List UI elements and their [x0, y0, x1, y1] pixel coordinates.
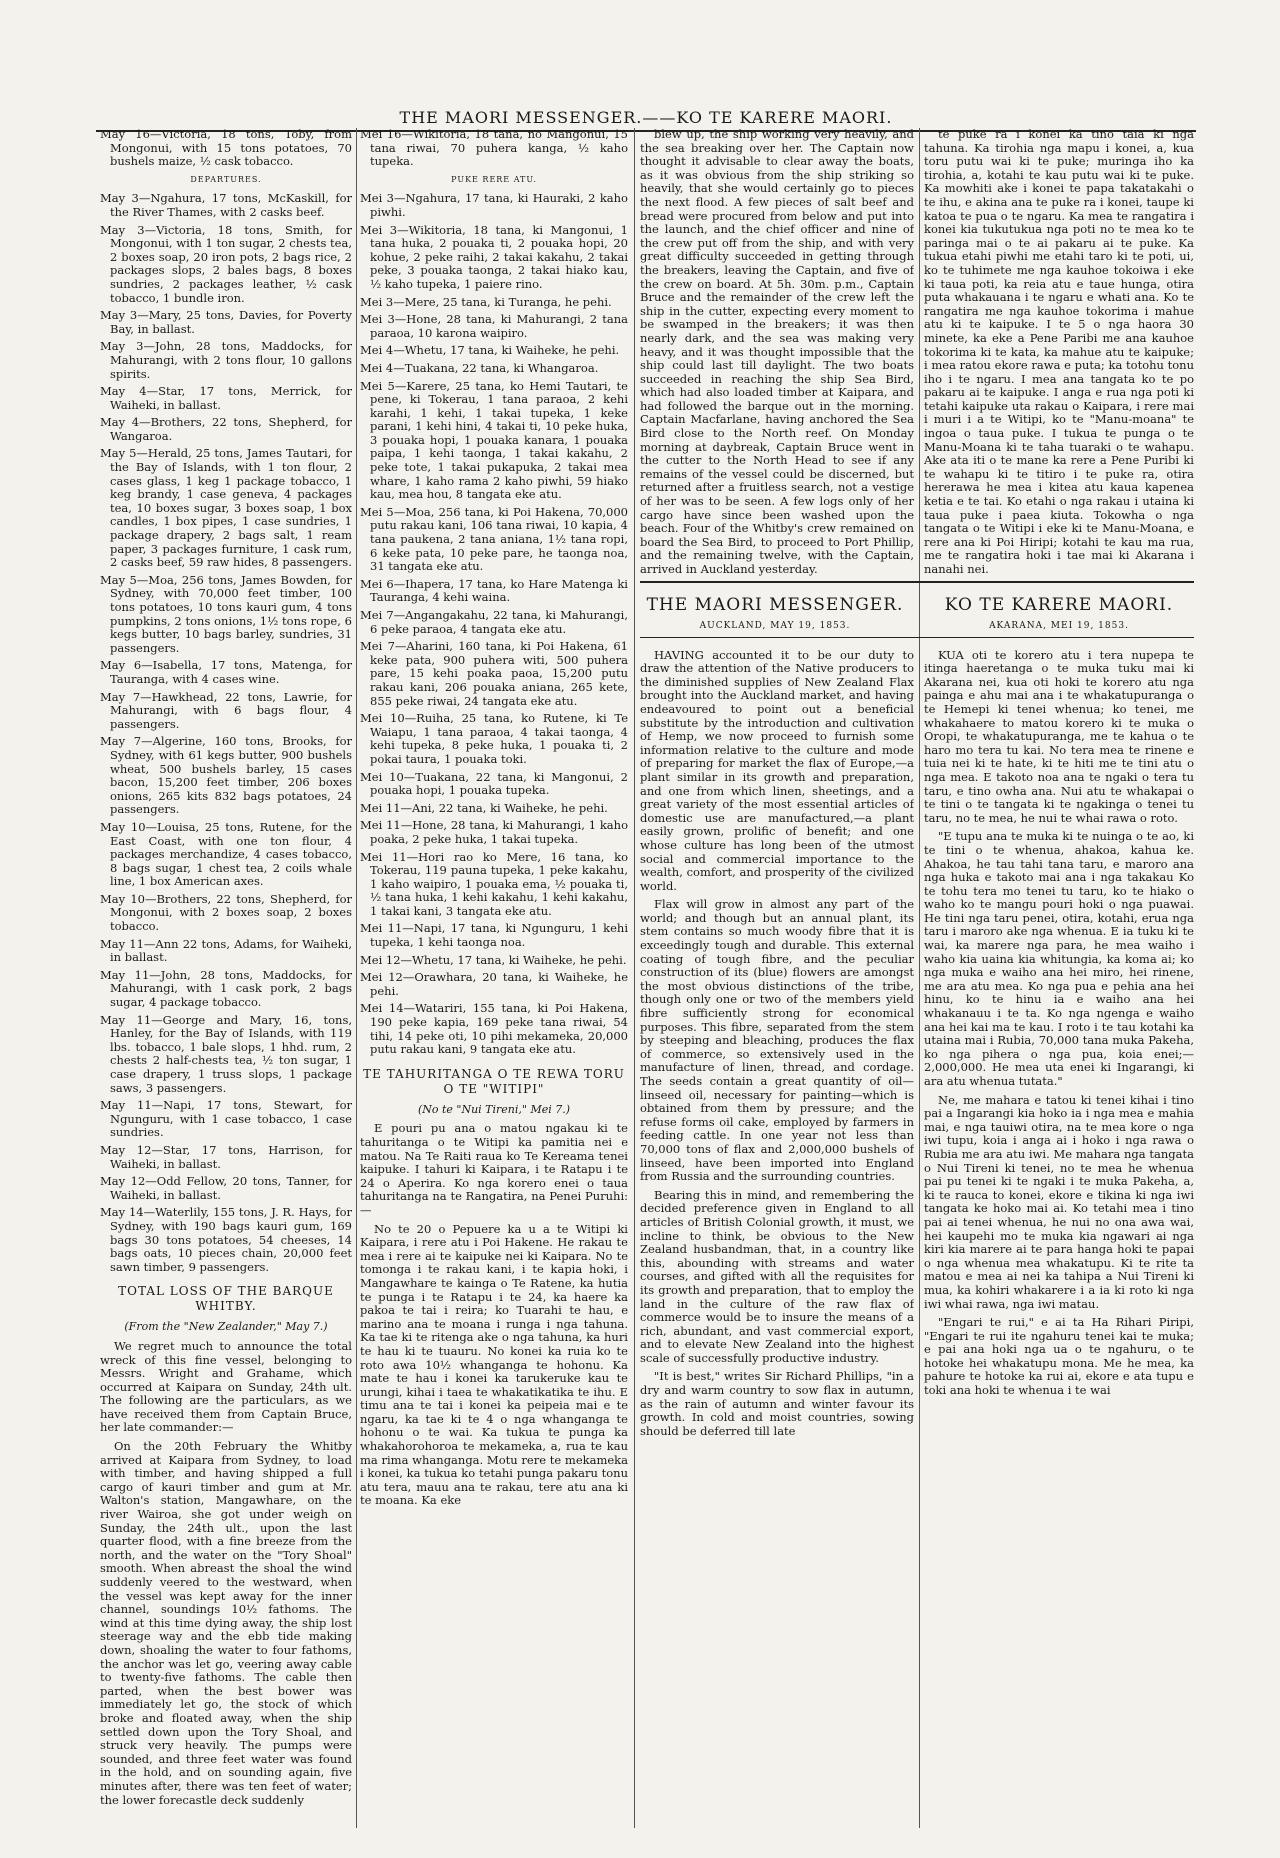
departure-entry: Mei 10—Ruiha, 25 tana, ko Rutene, ki Te Waiapu, 1 tana paraoa, 4 takai taonga, 4 kehi tupeka, 8 peke huka, 1 pouaka ti, 2 pokai taura, 1 pouaka toki. — [360, 711, 628, 766]
departure-entry: Mei 3—Hone, 28 tana, ki Mahurangi, 2 tana paraoa, 10 karona waipiro. — [360, 312, 628, 340]
paragraph: "It is best," writes Sir Richard Phillips, "in a dry and warm country to sow flax in autumn, as the rain of autumn and winter favour its growth. In cold and moist countries, sowing should be deferred till late — [640, 1369, 914, 1438]
editorial-body — [640, 649, 914, 1439]
departure-entry: Mei 4—Whetu, 17 tana, ki Waiheke, he pehi. — [360, 343, 620, 358]
maori-masthead-date: AKARANA, MEI 19, 1853. — [989, 620, 1129, 631]
paragraph: Flax will grow in almost any part of the world; and though but an annual plant, its stem contains so much woody fibre that it is exceedingly tough and durable. This external coating of tough fibre, and the peculiar construction of its (blue) flowers are amongst the most obvious distinctions of the tribe, though only one or two of the members yield fibre sufficiently strong for economical purposes. This fibre, separated from the stem by steeping and bleaching, produces the flax of commerce, so extensively used in the manufacture of linen, thread, and cordage. The seeds contain a great quantity of oil—linseed oil, necessary for painting—which is obtained from them by pressure; and the refuse forms oil cake, employed by farmers in feeding cattle. In one year not less than 70,000 tons of flax and 2,000,000 bushels of linseed, have been imported into England from Russia and the surrounding countries. — [640, 897, 914, 1184]
column-2-maori-shipping — [360, 128, 628, 1828]
departure-entry: Mei 10—Tuakana, 22 tana, ki Mangonui, 2 pouaka hopi, 1 pouaka tupeka. — [360, 769, 628, 798]
departures-list — [360, 192, 628, 1056]
departure-entry: May 3—Mary, 25 tons, Davies, for Poverty Bay, in ballast. — [100, 308, 352, 336]
maori-masthead — [924, 583, 1194, 631]
paragraph: HAVING accounted it to be our duty to draw the attention of the Native producers to the diminished supplies of New Zealand Flax brought into the Auckland market, and having endeavoured to point out a beneficial substitute by the introduction and cultivation of Hemp, we now proceed to furnish some information relative to the culture and mode of preparing for market the flax of Europe,—a plant similar in its growth and preparation, and one from which linen, sheetings, and a great variety of the most essential articles of domestic use are manufactured,—a plant easily grown, prolific of benefit; and one whose culture has long been of the utmost social and commercial importance to the wealth, comfort, and prosperity of the civilized world. — [640, 647, 914, 893]
paragraph: blew up, the ship working very heavily, and the sea breaking over her. The Captain now thought it advisable to clear away the boats, as it was obvious from the ship striking so heavily, that she would certainly go to pieces the next flood. A few pieces of salt beef and bread were procured from below and put into the launch, and the chief officer and nine of the crew put off from the ship, and with very great difficulty succeeded in getting through the breakers, leaving the Captain, and five of the crew on board. At 5h. 30m. p.m., Captain Bruce and the remainder of the crew left the ship in the cutter, expecting every moment to be swamped in the breakers; it was then nearly dark, and the sea was making very heavy, and it was thought impossible that the ship could last till daylight. The two boats succeeded in reaching the ship Sea Bird, which had also loaded timber at Kaipara, and had followed the barque out in the morning. Captain Macfarlane, having anchored the Sea Bird close to the North reef. On Monday morning at daybreak, Captain Bruce went in the cutter to the North Head to see if any remains of the vessel could be discerned, but returned after a fruitless search, not a vestige of her was to be seen. A few logs only of her cargo have since been washed upon the beach. Four of the Whitby's crew remained on board the Sea Bird, to proceed to Port Phillip, and the remaining twelve, with the Captain, arrived in Auckland yesterday. — [640, 128, 914, 576]
article-source: (From the "New Zealander," May 7.) — [124, 1320, 328, 1334]
departure-entry: Mei 3—Mere, 25 tana, ki Turanga, he pehi. — [360, 294, 612, 309]
departure-entry: Mei 7—Angangakahu, 22 tana, ki Mahurangi, 6 peke paraoa, 4 tangata eke atu. — [360, 608, 628, 636]
article-body — [100, 1340, 352, 1807]
column-rule-3 — [919, 128, 920, 1828]
departure-entry: May 4—Star, 17 tons, Merrick, for Waiheki, in ballast. — [100, 384, 352, 412]
article-continuation — [924, 128, 1194, 577]
paragraph: No te 20 o Pepuere ka u a te Witipi ki Kaipara, i rere atu i Poi Hakene. He rakau te mea i rere ai te kaipuke nei ki Kaipara. No te tomonga i te rakau kani, i te kapia hoki, i Mangawhare te kainga o Te Ratene, ka hutia te punga i te Ratapu i te 24, ka haere ka pakoa te tai i reira; ko Tuarahi te hau, e marino ana te moana i runga i nga tahuna. Ka tae ki te ritenga ake o nga tahuna, ka huri te hau ki te tuauru. No konei ka ruia ko te roto awa 10½ whanganga te hohonu. Ka mate te hau i konei ka tarukeruke kau te urungi, kihai i taea te whakatikatika te ihu. E timu ana te tai i konei ka peipeia mai e te ngaru, ka tae ki te 4 o nga whanganga te hohonu o te wai. Ka tukua te punga ka whakahorohoroa te mekameka, a, rua te kau ma rima whanganga. Motu rere te mekameka i konei, ka tukua ko tetahi punga pakaru tonu atu tera, mauu ana te rakau, tere atu ana ki te moana. Ka eke — [360, 1221, 628, 1508]
departure-entry: May 11—George and Mary, 16, tons, Hanley, for the Bay of Islands, with 119 lbs. tobacco, 1 bale slops, 1 hhd. rum, 2 chests 2 half-chests tea, ½ ton sugar, 1 case drapery, 1 truss slops, 1 package saws, 3 passengers. — [100, 1012, 352, 1095]
departure-entry: Mei 7—Aharini, 160 tana, ki Poi Hakena, 61 keke pata, 900 puhera witi, 500 puhera pare, 15 kehi poaka paoa, 15,200 putu rakau kani, 206 pouaka aniana, 265 kete, 855 peke riwai, 24 tangata eke atu. — [360, 639, 628, 708]
english-masthead-title: THE MAORI MESSENGER. — [646, 594, 904, 615]
article-title: TOTAL LOSS OF THE BARQUE WHITBY. — [118, 1284, 334, 1314]
departure-entry: May 3—Victoria, 18 tons, Smith, for Mongonui, with 1 ton sugar, 2 chests tea, 2 boxes soap, 20 iron pots, 2 bags rice, 2 packages slops, 2 bales bags, 8 boxes sundries, 2 packages leather, ½ cask tobacco, 1 bundle iron. — [100, 222, 352, 305]
departure-entry: May 7—Hawkhead, 22 tons, Lawrie, for Mahurangi, with 6 bags flour, 4 passengers. — [100, 689, 352, 731]
departure-entry: May 3—Ngahura, 17 tons, McKaskill, for the River Thames, with 2 casks beef. — [100, 191, 352, 219]
column-rule-2 — [634, 128, 635, 1828]
arrival-entry: May 16—Victoria, 18 tons, Toby, from Mongonui, with 15 tons potatoes, 70 bushels maize, ½ cask tobacco. — [100, 128, 352, 169]
article-continuation — [640, 128, 914, 577]
departure-entry: Mei 5—Karere, 25 tana, ko Hemi Tautari, te pene, ki Tokerau, 1 tana paraoa, 2 kehi karahi, 1 kehi, 1 takai tupeka, 1 keke parani, 1 kehi hini, 4 takai ti, 10 peke huka, 3 pouaka hopi, 1 pouaka kanara, 1 pouaka paipa, 1 kehi taonga, 1 takai kakahu, 2 peke tote, 1 takai pukapuka, 2 takai mea whare, 1 kaho rama 2 kaho piwhi, 59 hiako kau, mea hou, 8 tangata eke atu. — [360, 378, 628, 502]
article-body — [360, 1122, 628, 1508]
departures-heading: PUKE RERE ATU. — [451, 174, 537, 184]
column-3-english-editorial — [640, 128, 914, 1828]
departure-entry: May 10—Brothers, 22 tons, Shepherd, for Mongonui, with 2 boxes soap, 2 boxes tobacco. — [100, 891, 352, 934]
column-rule-1 — [356, 128, 357, 1828]
departure-entry: May 5—Herald, 25 tons, James Tautari, for the Bay of Islands, with 1 ton flour, 2 cases glass, 1 keg 1 package tobacco, 1 keg brandy, 1 case geneva, 4 packages tea, 10 boxes sugar, 3 boxes soap, 1 box candles, 1 box pipes, 1 case sundries, 1 package drapery, 2 bags salt, 1 ream paper, 3 packages furniture, 1 cask rum, 2 casks beef, 59 raw hides, 8 passengers. — [100, 446, 352, 570]
article-source: (No te "Nui Tireni," Mei 7.) — [417, 1102, 571, 1116]
paragraph: On the 20th February the Whitby arrived at Kaipara from Sydney, to load with timber, and having shipped a full cargo of kauri timber and gum at Mr. Walton's station, Mangawhare, on the river Wairoa, she got under weigh on Sunday, the 24th ult., upon the last quarter flood, with a fine breeze from the north, and the water on the "Tory Shoal" smooth. When abreast the shoal the wind suddenly veered to the westward, when the vessel was kept away for the inner channel, soundings 10½ fathoms. The wind at this time dying away, the ship lost steerage way and the ebb tide making down, shoaling the water to four fathoms, the anchor was let go, veering away cable to twenty-five fathoms. The cable then parted, when the best bower was immediately let go, the stock of which broke and floated away, when the ship settled down upon the Tory Shoal, and struck very heavily. The pumps were sounded, and three feet water was found in the hold, and on sounding again, five minutes after, there was ten feet of water; the lower forecastle deck suddenly — [100, 1439, 352, 1807]
departure-entry: May 11—John, 28 tons, Maddocks, for Mahurangi, with 1 cask pork, 2 bags sugar, 4 package tobacco. — [100, 967, 352, 1010]
paragraph: "E tupu ana te muka ki te nuinga o te ao, ki te tini o te whenua, ahakoa, kahua ke. Ahakoa, he tau tahi tana taru, e maroro ana nga huka e takoto mai ana i nga takakau Ko te tohu tera mo tenei tu taru, ko te hiako o waho ko te mangu pouri hoki o nga puawai. He tini nga taru penei, otira, kotahi, erua nga taru i maroro ake nga whenua. E ia tuku ki te wai, ka marere nga para, he mea waiho i waho kia uaina kia whitungia, ka koma ai; ko nga muka e waiho ana hei miro, hei rinene, me ara atu mea. Ko nga pua e pehia ana hei hinu, ko te hinu ia e waiho ana hei whakanauu i te ta. Ko nga ngenga e waiho ana hei kai ma te kau. I roto i te tau kotahi ka utaina mai i Rubia, 70,000 tana muka Pakeha, ko nga pihera o nga pua, koia enei;—2,000,000. He mea uta enei ki Ingarangi, ki ara atu whenua tutata." — [924, 829, 1194, 1088]
departure-entry: May 14—Waterlily, 155 tons, J. R. Hays, for Sydney, with 190 bags kauri gum, 169 bags 30 tons potatoes, 54 cheeses, 14 bags oats, 10 pieces chain, 20,000 feet sawn timber, 9 passengers. — [100, 1205, 352, 1274]
english-masthead-date: AUCKLAND, MAY 19, 1853. — [699, 620, 851, 631]
departure-entry: May 5—Moa, 256 tons, James Bowden, for Sydney, with 70,000 feet timber, 100 tons potatoes, 10 tons kauri gum, 4 tons pumpkins, 2 tons onions, 1½ tons rope, 6 kegs butter, 10 bags barley, sundries, 31 passengers. — [100, 572, 352, 655]
departure-entry: Mei 5—Moa, 256 tana, ki Poi Hakena, 70,000 putu rakau kani, 106 tana riwai, 10 kapia, 4 tana paukena, 2 tana aniana, 1½ tana ropi, 6 keke pata, 10 peke pare, he taonga noa, 31 tangata eke atu. — [360, 504, 628, 574]
article-title: TE TAHURITANGA O TE REWA TORU O TE "WITIPI" — [363, 1066, 625, 1096]
english-masthead — [640, 583, 910, 631]
departure-entry: May 12—Star, 17 tons, Harrison, for Waiheki, in ballast. — [100, 1142, 352, 1171]
departure-entry: Mei 14—Watariri, 155 tana, ki Poi Hakena, 190 peke kapia, 169 peke tana riwai, 54 tihi, 14 peke oti, 10 pihi mekameka, 20,000 putu rakau kani, 9 tangata eke atu. — [360, 1001, 628, 1057]
departure-entry: May 10—Louisa, 25 tons, Rutene, for the East Coast, with one ton flour, 4 packages merchandize, 4 cases tobacco, 8 bags sugar, 1 chest tea, 2 coils whale line, 1 box American axes. — [100, 819, 352, 889]
paragraph: Bearing this in mind, and remembering the decided preference given in England to all articles of British Colonial growth, it must, we incline to think, be obvious to the New Zealand husbandman, that, in a country like this, abounding with streams and water courses, and gifted with all the requisites for its growth and preparation, that to employ the land in the culture of the raw flax of commerce would be to insure the means of a rich, abundant, and vast commercial export, and to elevate New Zealand into the highest scale of successfully productive industry. — [640, 1187, 914, 1365]
arrival-entry: Mei 16—Wikitoria, 18 tana, no Mangonui, 15 tana riwai, 70 puhera kanga, ½ kaho tupeka. — [360, 128, 628, 169]
editorial-masthead-row — [640, 581, 1194, 638]
departure-entry: Mei 3—Wikitoria, 18 tana, ki Mangonui, 1 tana huka, 2 pouaka ti, 2 pouaka hopi, 20 kohue, 2 peke raihi, 2 takai kakahu, 2 takai peke, 3 pouaka taonga, 2 takai hiako kau, ½ kaho tupeka, 1 paiere rino. — [360, 222, 628, 291]
departure-entry: May 3—John, 28 tons, Maddocks, for Mahurangi, with 2 tons flour, 10 gallons spirits. — [100, 339, 352, 381]
column-1-english-shipping — [100, 128, 352, 1828]
departure-entry: Mei 11—Hone, 28 tana, ki Mahurangi, 1 kaho poaka, 2 peke huka, 1 takai tupeka. — [360, 818, 628, 846]
paragraph: KUA oti te korero atu i tera nupepa te itinga haeretanga o te muka tuku mai ki Akarana nei, kua oti hoki te korero atu nga painga e ahu mai ana i te whakatupuranga o te Hemepi ki tenei whenua; ko tenei, me whakahaere to matou korero ki te muka o Oropi, te whakatupuranga, me te kahua o te haro mo tera tu kai. No tera mea te rinene e tuia nei ki te hate, ki te hiti me te tini atu o nga mea. E takoto noa ana te ngaki o tera tu taru, e tino owha ana. Nui atu te whakapai o te tini o te tangata ki te ngakinga o tenei tu taru, no te mea, he nui te whai rawa o roto. — [924, 647, 1194, 825]
departures-heading: DEPARTURES. — [190, 174, 262, 184]
departure-entry: Mei 11—Ani, 22 tana, ki Waiheke, he pehi. — [360, 800, 608, 815]
departure-entry: May 4—Brothers, 22 tons, Shepherd, for Wangaroa. — [100, 415, 352, 443]
maori-masthead-title: KO TE KARERE MAORI. — [944, 594, 1174, 615]
departure-entry: Mei 3—Ngahura, 17 tana, ki Hauraki, 2 kaho piwhi. — [360, 191, 628, 219]
departure-entry: May 12—Odd Fellow, 20 tons, Tanner, for Waiheki, in ballast. — [100, 1174, 352, 1202]
editorial-body — [924, 649, 1194, 1398]
departure-entry: May 7—Algerine, 160 tons, Brooks, for Sydney, with 61 kegs butter, 900 bushels wheat, 500 bushels barley, 15 cases bacon, 15,200 feet timber, 206 boxes onions, 265 kits 832 bags potatoes, 24 passengers. — [100, 734, 352, 817]
departure-entry: Mei 12—Whetu, 17 tana, ki Waiheke, he pehi. — [360, 952, 627, 967]
departure-entry: May 11—Ann 22 tons, Adams, for Waiheki, in ballast. — [100, 936, 352, 965]
departure-entry: Mei 6—Ihapera, 17 tana, ko Hare Matenga ki Tauranga, 4 kehi waina. — [360, 576, 628, 605]
departure-entry: Mei 11—Hori rao ko Mere, 16 tana, ko Tokerau, 119 pauna tupeka, 1 peke kakahu, 1 kaho waipiro, 1 pouaka ema, ½ pouaka ti, ½ tana huka, 1 kehi kakahu, 1 kehi kakahu, 1 takai kani, 3 tangata eke atu. — [360, 849, 628, 918]
paragraph: E pouri pu ana o matou ngakau ki te tahuritanga o te Witipi ka pamitia nei e matou. Na Te Raiti raua ko Te Kereama tenei kaipuke. I tahuri ki Kaipara, i te Ratapu i te 24 o Aperira. Ko nga korero enei o taua tahuritanga na te Rangatira, na Penei Puruhi:— — [360, 1121, 628, 1217]
departure-entry: May 11—Napi, 17 tons, Stewart, for Ngunguru, with 1 case tobacco, 1 case sundries. — [100, 1098, 352, 1140]
departure-entry: Mei 11—Napi, 17 tana, ki Ngunguru, 1 kehi tupeka, 1 kehi taonga noa. — [360, 921, 628, 950]
column-4-maori-editorial — [924, 128, 1194, 1828]
departure-entry: May 6—Isabella, 17 tons, Matenga, for Tauranga, with 4 cases wine. — [100, 658, 352, 686]
masthead-divider — [919, 583, 920, 637]
paragraph: Ne, me mahara e tatou ki tenei kihai i tino pai a Ingarangi kia hoko ia i nga mea e mahia mai, e nga tauiwi otira, na te mea kore o nga iwi tupu, koia i anga ai i hoko i nga rawa o Rubia me ara atu iwi. Me mahara nga tangata o Nui Tireni ki tenei, no te mea he whenua pai pu tenei ki te ngaki i te muka Pakeha, a, ki te rauca to konei, ekore e tikina ki nga iwi tangata ke hoko mai ai. Ko tetahi mea i tino pai ai tenei whenua, he nui no ona awa wai, hei kaupehi mo te muka kia ngawari ai nga kiri kia marere ai te para hanga hoki te papai o nga whenua mea whakatupu. Ki te rite ta matou e mea ai nei ka tahipa a Nui Tireni ki mua, ka kohiri whakarere i a ia ki roto ki nga iwi whai rawa, nga iwi matau. — [924, 1092, 1194, 1311]
paragraph: We regret much to announce the total wreck of this fine vessel, belonging to Messrs. Wright and Grahame, which occurred at Kaipara on Sunday, 24th ult. The following are the particulars, as we have received them from Captain Bruce, her late commander:— — [100, 1338, 352, 1435]
paragraph: "Engari te rui," e ai ta Ha Rihari Piripi, "Engari te rui ite ngahuru tenei kai te muka; e pai ana hoki nga ua o te ngahuru, o te hotoke hei whakatupu mona. Me he mea, ka pahure te hotoke ka rui ai, ekore e ata tupu e toki ana hoki te whenua i te wai — [924, 1315, 1194, 1398]
departures-list — [100, 192, 352, 1274]
departure-entry: Mei 12—Orawhara, 20 tana, ki Waiheke, he pehi. — [360, 970, 628, 998]
paragraph: te puke ra i konei ka tino taia ki nga tahuna. Ka tirohia nga mapu i konei, a, kua toru putu wai ki te puke; muringa iho ka tirohia, a, kotahi te kau putu wai ki te puke. Ka mowhiti ake i konei te papa takatakahi o te ihu, e akina ana te puke ra i konei, taupe ki katoa te pua o te ngaru. Ka mea te rangatira i konei kia tukutukua nga poti no te mea ko te paringa mai o te ai pakaru ai te puke. Ka tukua etahi piwhi me etahi taro ki te poti, ui, ko te tuhimete me nga kauhoe tokoiwa i eke ki taua poti, ka reia atu e taue hunga, otira puta whakauana i te ngaru e whati ana. Ko te rangatira me nga kauhoe tokorima i mahue atu ki te kaipuke. I te 5 o nga haora 30 minete, ka eke a Pene Paribi me ana kauhoe tokorima ki te kata, ka mahue atu te kaipuke; i mea ratou ekore rawa e puta; ka totohu tonu iho i te ngaru. I mea ana tangata ko te po pakaru ai te kaipuke. I anga e rua nga poti ki tetahi kaipuke uta rakau o Kaipara, i rere mai i muri i a te Witipi, ko te "Manu-moana" te ingoa o taua puke. I tukua te punga o te Manu-Moana ki te taha tuaraki o te wahapu. Ake ata iti o te mane ka rere a Pene Puribi ki te wahapu ki te titiro i te puke ra, otira hererawa he mea i kitea atu kaua kapenea ketia e te tai. Ko etahi o nga rakau i utaina ki taua puke i paea kiuta. Tokowha o nga tangata o te Witipi i eke ki te Manu-Moana, e rere ana ki Poi Hiripi; kotahi te kau ma rua, me te rangatira hoki i tae mai ki Akarana i nanahi nei. — [924, 128, 1194, 576]
page-header: THE MAORI MESSENGER.——KO TE KARERE MAORI. — [96, 108, 1196, 132]
departure-entry: Mei 4—Tuakana, 22 tana, ki Whangaroa. — [360, 360, 599, 375]
